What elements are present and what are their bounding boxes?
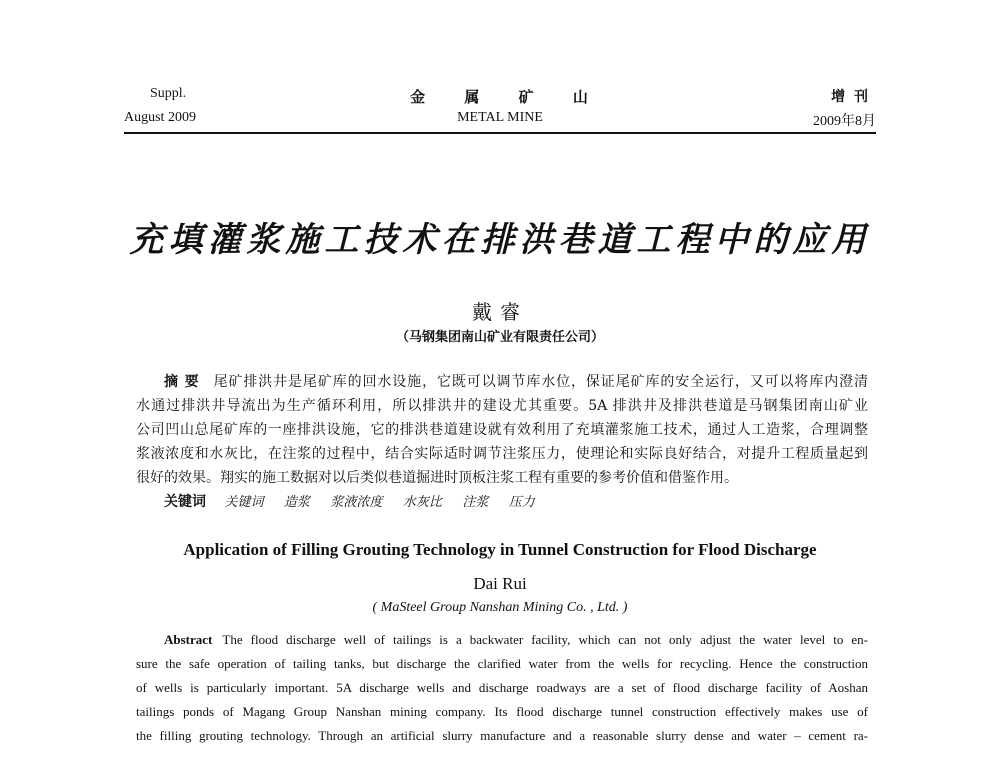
issue-date-en: August 2009 [124, 110, 196, 125]
keyword-cn: 压力 [508, 495, 535, 510]
author-affiliation-en: ( MaSteel Group Nanshan Mining Co. , Ltd. ) [372, 600, 628, 615]
abstract-cn-line: 公司凹山总尾矿库的一座排洪设施，它的排洪巷道建设就有效利用了充填灌浆施工技术，通过人工造浆，合理调整 [136, 422, 868, 438]
abstract-en-line: of wells is particularly important. 5A discharge wells and discharge roadways are a set of flood discharge facility of Aoshan [136, 680, 868, 695]
abstract-en-line: tailings ponds of Magang Group Nanshan mining company. Its flood discharge tunnel construction effectively makes use of [136, 704, 868, 719]
journal-name-en: METAL MINE [457, 110, 543, 125]
abstract-en-text: The flood discharge well of tailings is a backwater facility, which can not only adjust the water level to en- [222, 632, 868, 647]
journal-supplement-label: Suppl. [150, 86, 187, 101]
abstract-cn-line: 浆液浓度和水灰比，在注浆的过程中，结合实际适时调节注浆压力，使理论和实际良好结合，对提升工程质量起到 [136, 446, 868, 462]
author-affiliation-cn: （马钢集团南山矿业有限责任公司） [395, 330, 604, 345]
abstract-en-label: Abstract [164, 632, 213, 647]
keyword-cn: 水灰比 [402, 495, 442, 510]
journal-name-cn: 金 属 矿 山 [410, 88, 590, 106]
author-name-en: Dai Rui [473, 574, 527, 593]
abstract-cn-label: 摘 要 [164, 374, 200, 390]
abstract-cn [136, 370, 868, 514]
keywords-cn-label: 关键词 [164, 494, 206, 510]
paper-title-cn: 充填灌浆施工技术在排洪巷道工程中的应用 [129, 220, 871, 260]
supplement-label-cn: 增 刊 [831, 89, 870, 105]
author-name-cn: 戴睿 [472, 300, 528, 324]
abstract-cn-line: 水通过排洪井导流出为生产循环利用，所以排洪井的建设尤其重要。5A 排洪井及排洪巷道是马钢集团南山矿业 [136, 398, 868, 414]
keyword-cn: 注浆 [462, 495, 489, 510]
paper-title-en: Application of Filling Grouting Technology in Tunnel Construction for Flood Discharge [183, 540, 817, 559]
abstract-cn-line [136, 370, 868, 394]
header-rule [124, 132, 876, 134]
abstract-en-line [136, 628, 868, 652]
keyword-cn: 关键词 [224, 495, 264, 510]
abstract-en [136, 628, 868, 748]
keywords-cn [136, 490, 868, 514]
abstract-cn-text: 尾矿排洪井是尾矿库的回水设施，它既可以调节库水位，保证尾矿库的安全运行，又可以将库内澄清 [213, 374, 868, 390]
issue-date-cn: 2009年8月 [813, 114, 876, 129]
abstract-en-line: the filling grouting technology. Through an artificial slurry manufacture and a reasonable slurry dense and water – cement ra- [136, 728, 868, 743]
keyword-cn: 浆液浓度 [330, 495, 383, 510]
abstract-cn-line: 很好的效果。翔实的施工数据对以后类似巷道掘进时顶板注浆工程有重要的参考价值和借鉴作用。 [136, 470, 738, 486]
keyword-cn: 造浆 [283, 495, 310, 510]
abstract-en-line: sure the safe operation of tailing tanks, but discharge the clarified water from the wells for recycling. Hence the construction [136, 656, 868, 671]
